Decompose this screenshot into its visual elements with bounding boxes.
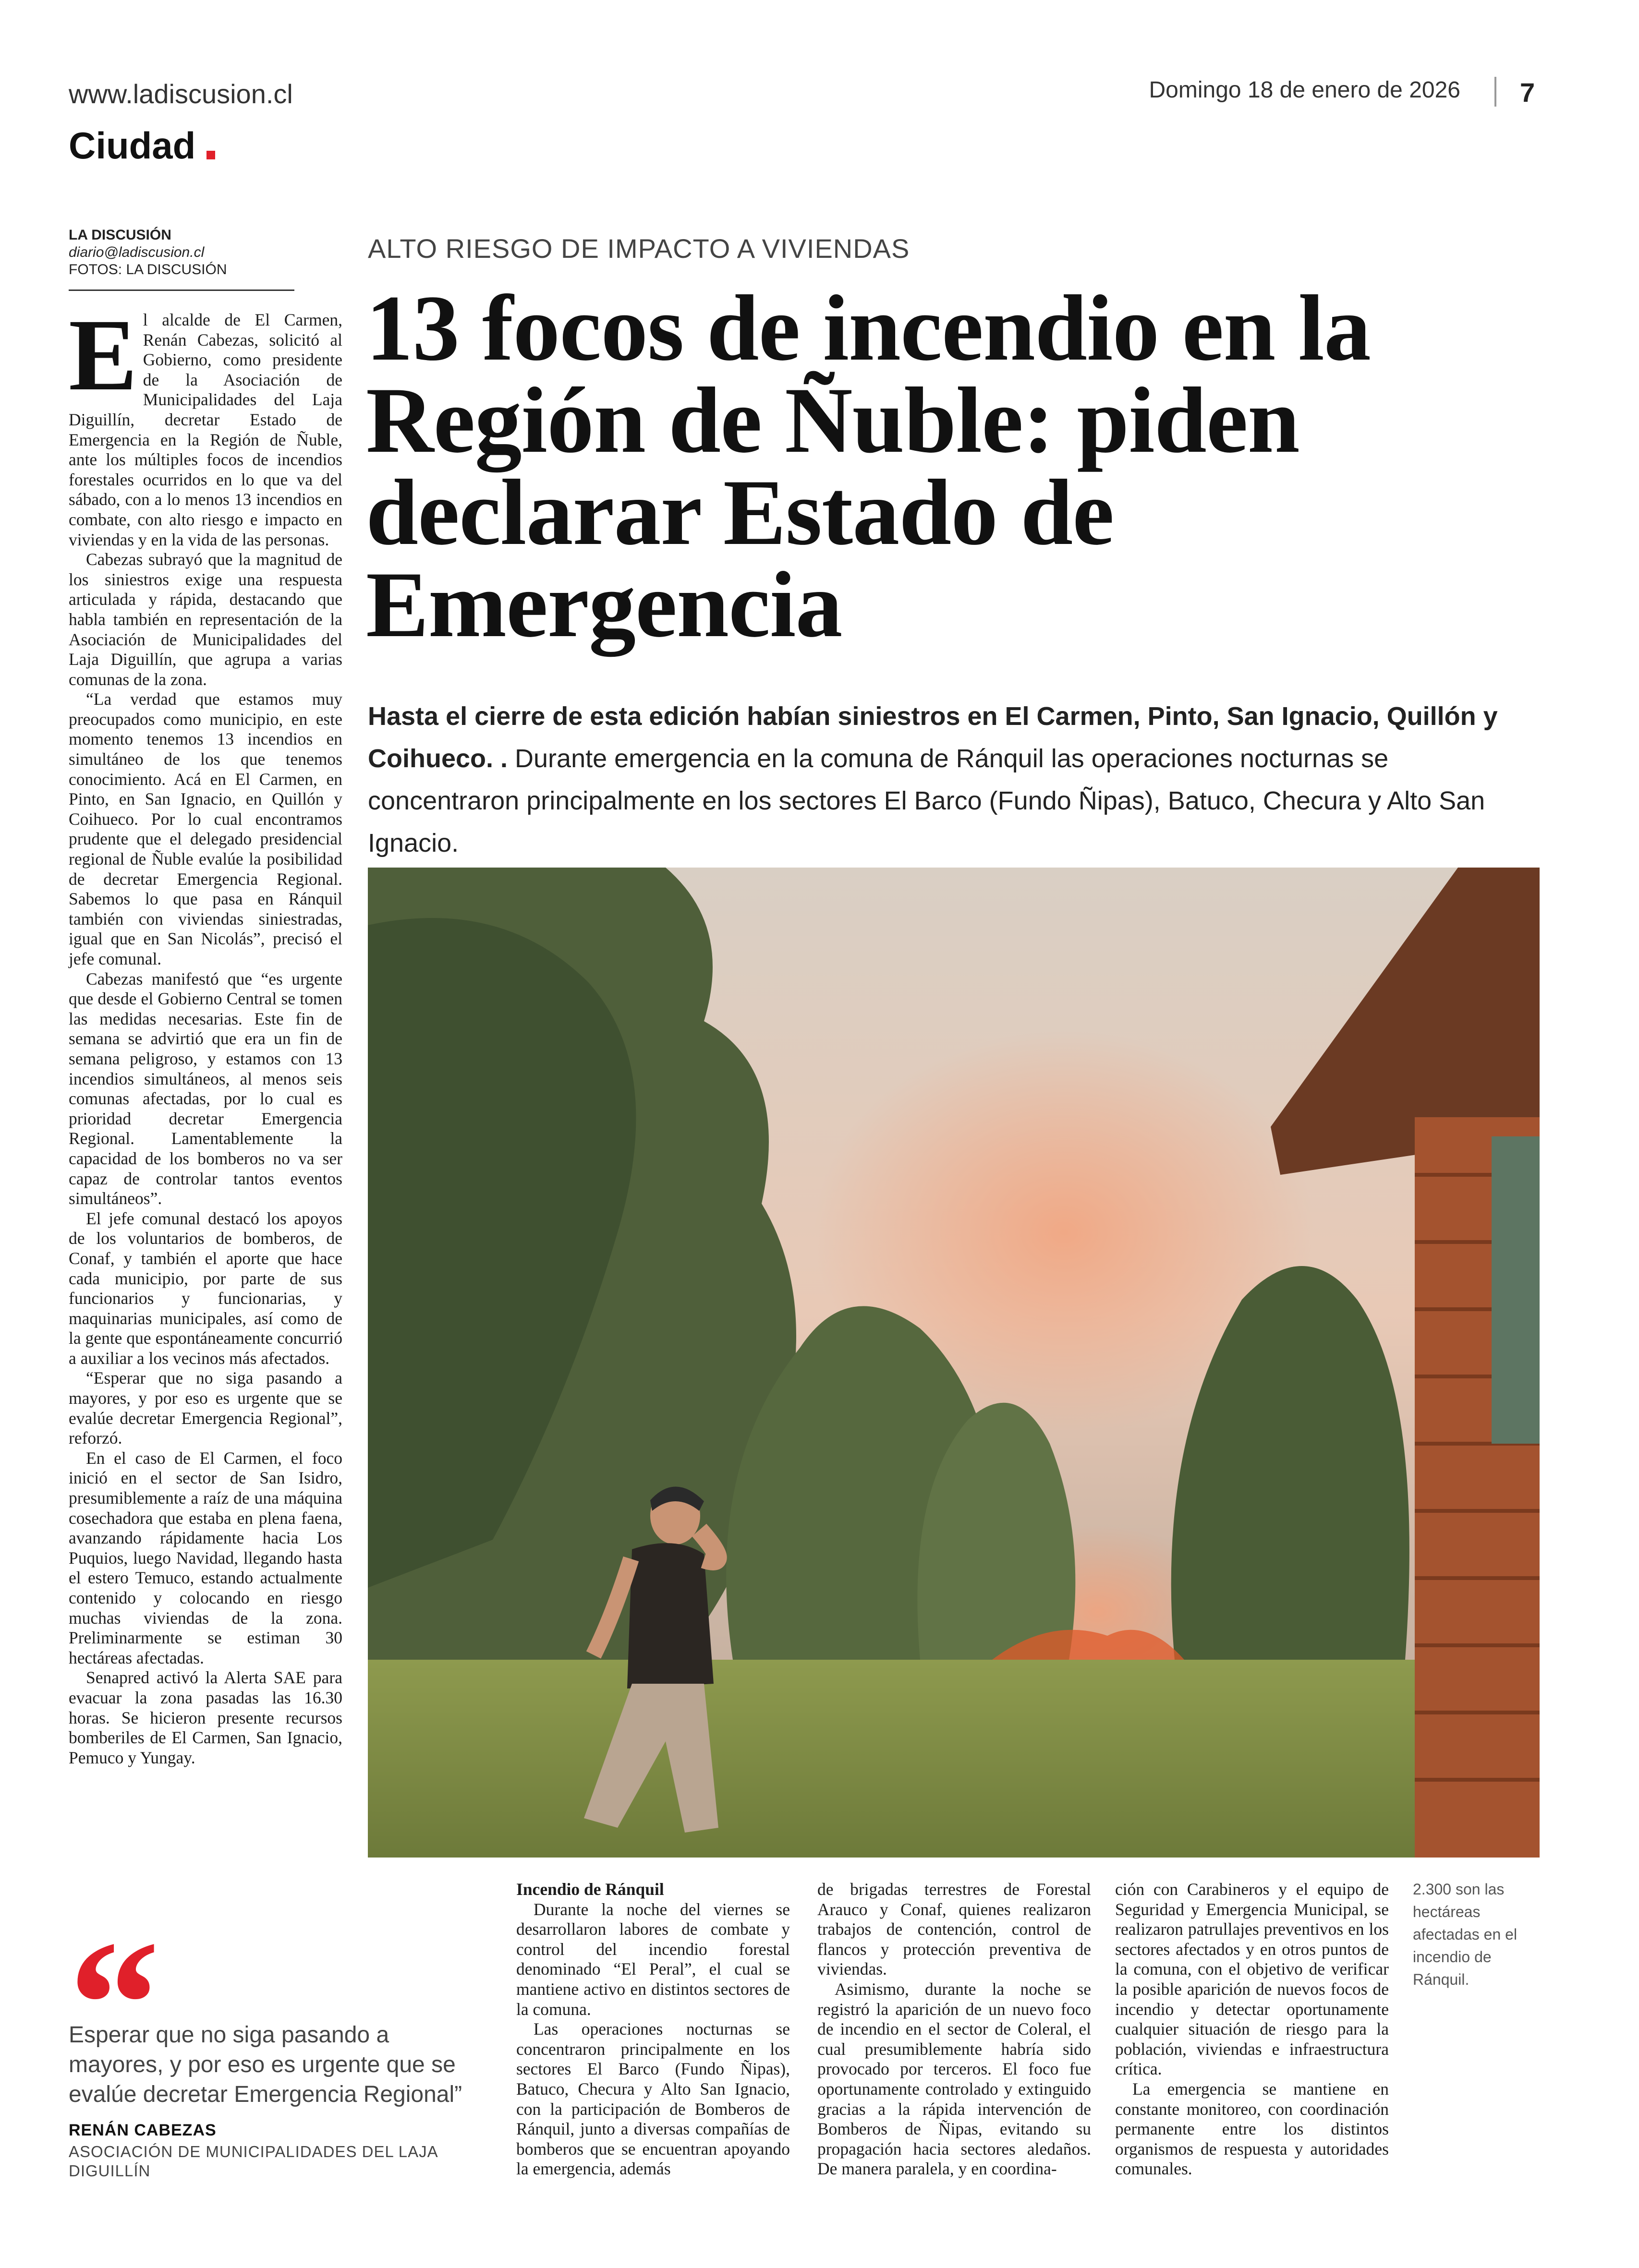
article-paragraph: Senapred activó la Alerta SAE para evacuar la zona pasadas las 16.30 horas. Se hicieron presente recursos bomberiles de El Carmen, San Ignacio, Pemuco y Yungay. <box>69 1668 342 1767</box>
article-body-column-2 <box>817 1880 1091 2179</box>
lead-bold: Hasta el cierre de esta edición habían siniestros en El Carmen, Pinto, San Ignacio, Quillón y Coihueco. . <box>368 702 1498 773</box>
pull-quote-role: ASOCIACIÓN DE MUNICIPALIDADES DEL LAJA DIGUILLÍN <box>69 2143 437 2180</box>
kicker: ALTO RIESGO DE IMPACTO A VIVIENDAS <box>368 233 910 264</box>
section-title: Ciudad <box>69 124 196 167</box>
byline-divider <box>69 290 294 291</box>
article-photo <box>368 868 1540 1858</box>
article-body-column-3 <box>1115 1880 1389 2179</box>
article-paragraph: Cabezas manifestó que “es urgente que desde el Gobierno Central se tomen las medidas necesarias. Este fin de semana se advirtió que era un fin de semana peligroso, y estamos con 13 incendios simultáneos, al menos seis comunas afectadas, por lo cual es prioridad decretar Emergencia Regional. Lamentablemente la capacidad de los bomberos no va ser capaz de controlar tantos eventos simultáneos”. <box>69 969 342 1208</box>
subheading: Incendio de Ránquil <box>516 1880 664 1899</box>
article-paragraph: La emergencia se mantiene en constante monitoreo, con coordinación permanente entre los distintos organismos de respuesta y autoridades comunales. <box>1115 2079 1389 2179</box>
drop-cap: E <box>69 298 137 412</box>
byline <box>69 227 294 278</box>
article-paragraph: En el caso de El Carmen, el foco inició en el sector de San Isidro, presumiblemente a raíz de una máquina cosechadora que estaba en plena faena, avanzando rápidamente hacia Los Puquios, luego Navidad, llegando hasta el estero Temuco, estando actualmente contenido y colocando en riesgo muchas viviendas de la zona. Preliminarmente se estiman 30 hectáreas afectadas. <box>69 1448 342 1667</box>
pull-quote-text: Esperar que no siga pasando a mayores, y por eso es urgente que se evalúe decretar Emergencia Regional” <box>69 2022 462 2107</box>
article-paragraph: El jefe comunal destacó los apoyos de los voluntarios de bomberos, de Conaf, y también el aporte que hace cada municipio, por parte de sus funcionarios y funcionarias, y maquinarias municipales, así como de la gente que espontáneamente concurrió a auxiliar a los vecinos más afectados. <box>69 1208 342 1368</box>
date-separator <box>1494 77 1496 107</box>
article-paragraph: de brigadas terrestres de Forestal Arauco y Conaf, quienes realizaron trabajos de contención, control de flancos y protección preventiva de viviendas. <box>817 1880 1091 1979</box>
article-paragraph: El alcalde de El Carmen, Renán Cabezas, solicitó al Gobierno, como presidente de la Asociación de Municipalidades del Laja Diguillín, decretar Estado de Emergencia en la Región de Ñuble, ante los múltiples focos de incendios forestales ocurridos en lo que va del sábado, con a lo menos 13 incendios en combate, con alto riesgo e impacto en viviendas y en la vida de las personas. <box>69 298 342 549</box>
page-number: 7 <box>1520 77 1535 108</box>
photo-caption: 2.300 son las hectáreas afectadas en el incendio de Ránquil. <box>1413 1881 1518 1988</box>
article-paragraph: “Esperar que no siga pasando a mayores, y por eso es urgente que se evalúe decretar Emergencia Regional”, reforzó. <box>69 1368 342 1448</box>
article-paragraph: “La verdad que estamos muy preocupados como municipio, en este momento tenemos 13 incendios en simultáneo de los que tenemos conocimiento. Acá en El Carmen, en Pinto, en San Ignacio, en Quillón y Coihueco. Por lo cual encontramos prudente que el delegado presidencial regional de Ñuble evalúe la posibilidad de decretar Emergencia Regional. Sabemos lo que pasa en Ránquil también con viviendas siniestradas, igual que en San Nicolás”, precisó el jefe comunal. <box>69 689 342 968</box>
section-dot <box>206 151 215 159</box>
pull-quote-author: RENÁN CABEZAS <box>69 2121 217 2139</box>
byline-email[interactable]: diario@ladiscusion.cl <box>69 244 205 260</box>
site-url[interactable]: www.ladiscusion.cl <box>69 79 293 109</box>
byline-photos: FOTOS: LA DISCUSIÓN <box>69 262 227 277</box>
quote-mark-icon: “ <box>69 1903 160 2105</box>
article-body-column-1 <box>516 1880 790 2179</box>
article-paragraph: Las operaciones nocturnas se concentraron principalmente en los sectores El Barco (Fundo Ñipas), Batuco, Checura y Alto San Ignacio, con la participación de Bomberos de Ránquil, junto a diversas compañías de bomberos que se encuentran apoyando la emergencia, además <box>516 2019 790 2179</box>
article-paragraph: Asimismo, durante la noche se registró la aparición de un nuevo foco de incendio en el sector de Coleral, el cual presumiblemente habría sido provocado por terceros. El foco fue oportunamente controlado y extinguido gracias a la rápida intervención de Bomberos de Ñipas, evitando su propagación hacia sectores aledaños. De manera paralela, y en coordina- <box>817 1979 1091 2179</box>
lead-text: Durante emergencia en la comuna de Ránquil las operaciones nocturnas se concentraron principalmente en los sectores El Barco (Fundo Ñipas), Batuco, Checura y Alto San Ignacio. <box>368 744 1485 857</box>
article-paragraph: Durante la noche del viernes se desarrollaron labores de combate y control del incendio forestal denominado “El Peral”, el cual se mantiene activo en distintos sectores de la comuna. <box>516 1899 790 2019</box>
headline: 13 focos de incendio en la Región de Ñuble: piden declarar Estado de Emergencia <box>366 276 1371 657</box>
byline-org: LA DISCUSIÓN <box>69 227 171 243</box>
article-paragraph: Cabezas subrayó que la magnitud de los siniestros exige una respuesta articulada y rápida, destacando que habla también en representación de la Asociación de Municipalidades del Laja Diguillín, que agrupa a varias comunas de la zona. <box>69 550 342 689</box>
issue-date: Domingo 18 de enero de 2026 <box>1149 77 1460 103</box>
lead-paragraph <box>368 695 1540 864</box>
article-paragraph: ción con Carabineros y el equipo de Seguridad y Emergencia Municipal, se realizaron patrullajes preventivos en los sectores afectados y en otros puntos de la comuna, con el objetivo de verificar la posible aparición de nuevos focos de incendio y detectar oportunamente cualquier situación de riesgo para la población, viviendas e infraestructura crítica. <box>1115 1880 1389 2079</box>
article-body-left-column <box>69 298 342 1768</box>
